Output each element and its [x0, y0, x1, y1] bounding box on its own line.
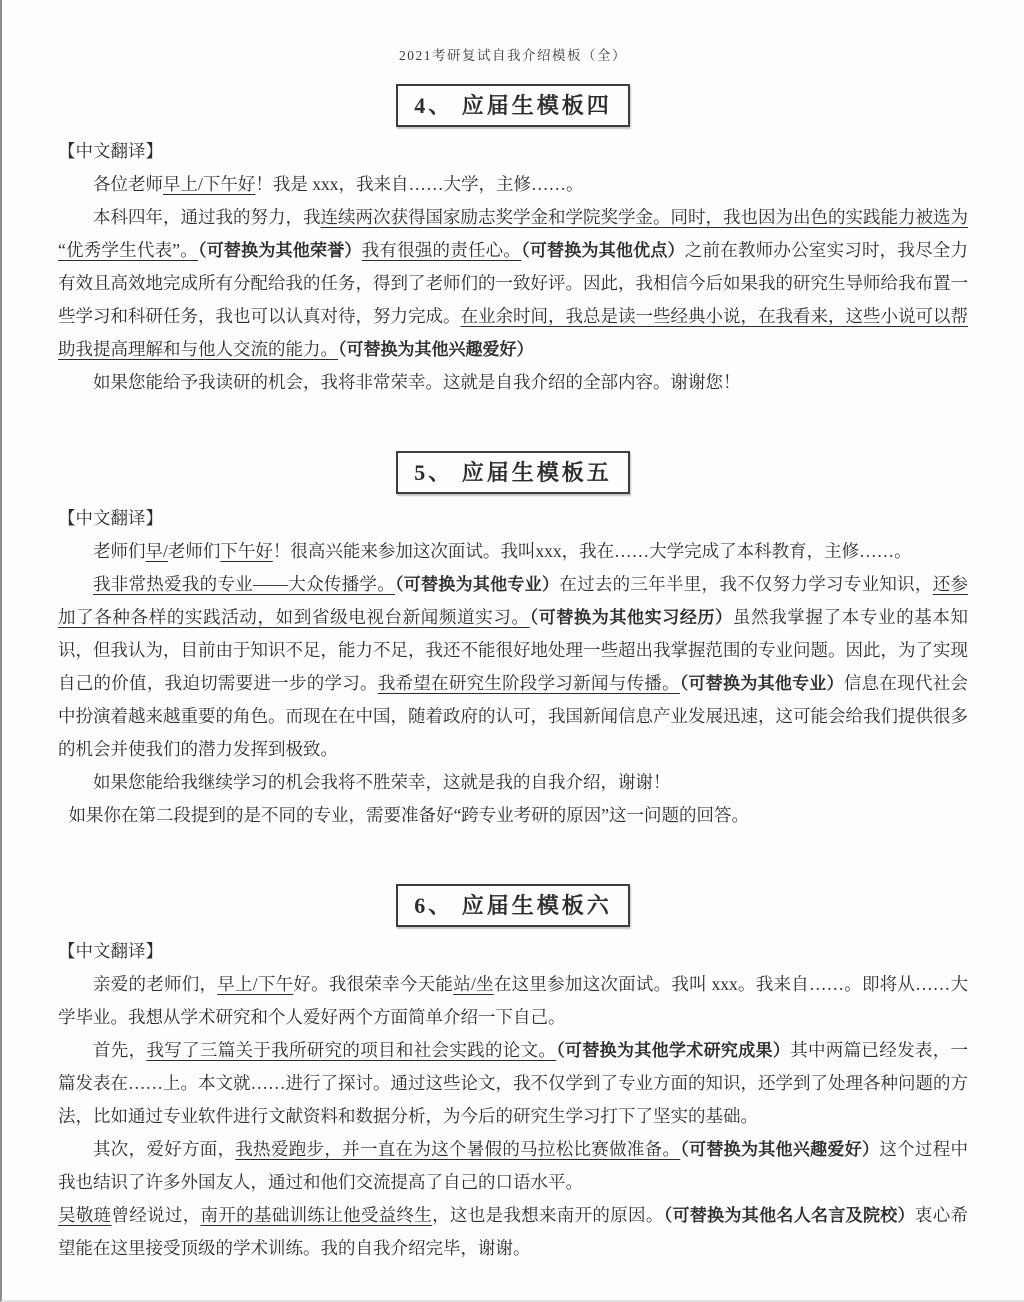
text-run: 我希望在研究生阶段学习新闻与传播。: [377, 673, 680, 693]
text-run: 信息在现代社会中扮演着越来越重要的角色。而现在在中国，随着政府的认可，我国新闻信息产业发展迅速，这可能会给我们提供很多的机会并使我们的潜力发挥到极致。: [58, 673, 969, 759]
text-run: 在这里参加这次面试。我叫 xxx。我来自……。即将从……大学毕业。我想从学术研究和个人爱好两个方面简单介绍一下自己。: [58, 974, 968, 1027]
text-run: （可替换为其他兴趣爱好）: [338, 340, 534, 359]
text-run: 好。我很荣幸今天能: [293, 974, 454, 994]
text-run: 我有很强的责任心。: [361, 240, 522, 260]
text-run: 曾经说过，: [111, 1205, 201, 1225]
paragraph: [58, 366, 968, 399]
paragraph: [58, 535, 968, 568]
text-run: 其中两篇已经发表，一篇发表在……上。本文就……进行了探讨。通过这些论文，我不仅学到了专业方面的知识，还学到了处理各种问题的方法，比如通过专业软件进行文献资料和数据分析，为今后的研究生学习打下了坚实的基础。: [58, 1040, 969, 1126]
section-title-box: 5、 应届生模板五: [396, 451, 630, 494]
text-run: 这个过程中我也结识了许多外国友人，通过和他们交流提高了自己的口语水平。: [58, 1139, 969, 1192]
document-body: [2, 84, 1024, 1265]
text-run: 还参加了各种各样的实践活动，如到省级电视台新闻频道实习。: [58, 574, 968, 627]
text-run: ！我是 xxx，我来自……大学，主修……。: [255, 174, 584, 194]
template-section: [58, 84, 968, 399]
text-run: 如果您能给予我读研的机会，我将非常荣幸。这就是自我介绍的全部内容。谢谢您！: [93, 372, 741, 392]
text-run: 如果你在第二段提到的是不同的专业，需要准备好“跨专业考研的原因”这一问题的回答。: [68, 805, 750, 825]
text-run: 之前在教师办公室实习时，我尽全力有效且高效地完成所有分配给我的任务，得到了老师们的一致好评。因此，我相信今后如果我的研究生导师给我布置一些学习和科研任务，我也可以认真对待，努力完成。: [58, 240, 969, 326]
text-run: 在过去的三年半里，我不仅努力学习专业知识，: [559, 574, 933, 594]
text-run: 连续两次获得国家励志奖学金和学院奖学金。同时，我也因为出色的实践能力被选为“优秀学生代表”。: [58, 207, 968, 260]
text-run: ，这也是我想来南开的原因。: [432, 1205, 664, 1225]
text-run: 在业余时间，我总是读一些经典小说，在我看来，这些小说可以帮助我提高理解和与他人交流的能力。: [58, 306, 968, 359]
text-run: 其次，爱好方面，: [93, 1139, 236, 1159]
page-header-title: 2021考研复试自我介绍模板（全）: [399, 48, 627, 63]
text-run: （可替换为其他优点）: [521, 241, 685, 260]
text-run: 首先，: [93, 1040, 147, 1060]
section-title-box: 4、 应届生模板四: [396, 84, 630, 127]
paragraph: [58, 1133, 968, 1199]
translation-label: 【中文翻译】: [58, 141, 163, 161]
text-run: 如果您能给我继续学习的机会我将不胜荣幸，这就是我的自我介绍，谢谢！: [93, 772, 671, 792]
paragraph: [58, 799, 968, 832]
paragraph: [58, 1199, 968, 1265]
text-run: （可替换为其他兴趣爱好）: [680, 1140, 880, 1159]
translation-label: 【中文翻译】: [58, 508, 163, 528]
text-run: 南开的基础训练让他受益终生: [200, 1205, 433, 1225]
template-section: [58, 884, 968, 1265]
template-section: [58, 451, 968, 832]
text-run: 本科四年，通过我的努力，我: [93, 207, 321, 227]
text-run: 我非常热爱我的专业——大众传播学。: [93, 574, 395, 594]
section-title-box-wrap: [58, 84, 968, 127]
sections: [58, 84, 968, 1265]
text-run: 吴敬琏: [58, 1205, 112, 1225]
paragraph: [58, 201, 968, 366]
paragraph: [58, 568, 968, 766]
text-run: 虽然我掌握了本专业的基本知识，但我认为，目前由于知识不足，能力不足，我还不能很好地处理一些超出我掌握范围的专业问题。因此，为了实现自己的价值，我迫切需要进一步的学习。: [58, 607, 969, 693]
text-run: （可替换为其他学术研究成果）: [556, 1041, 791, 1060]
text-run: 早/: [145, 541, 168, 561]
paragraph: [58, 968, 968, 1034]
text-run: ！很高兴能来参加这次面试。我叫xxx，我在……大学完成了本科教育，主修……。: [272, 541, 912, 561]
text-run: 早上/下午: [217, 974, 294, 994]
text-run: 各位老师: [93, 174, 163, 194]
text-run: 我写了三篇关于我所研究的项目和社会实践的论文。: [146, 1040, 557, 1060]
text-run: （可替换为其他名人名言及院校）: [663, 1206, 915, 1225]
section-title-box-wrap: [58, 451, 968, 494]
text-run: （可替换为其他荣誉）: [197, 241, 362, 260]
text-run: （可替换为其他实习经历）: [529, 608, 733, 627]
text-run: 老师们: [93, 541, 146, 561]
text-run: 我热爱跑步，并一直在为这个暑假的马拉松比赛做准备。: [235, 1139, 681, 1159]
text-run: 衷心希望能在这里接受顶级的学术训练。我的自我介绍完毕，谢谢。: [58, 1205, 969, 1258]
section-title-box: 6、 应届生模板六: [396, 884, 630, 927]
paragraph: [58, 766, 968, 799]
text-run: 早上/下午好: [163, 174, 256, 194]
text-run: 下午好: [220, 541, 273, 561]
paragraph: [58, 1034, 968, 1133]
paragraph: [58, 168, 968, 201]
text-run: 亲爱的老师们，: [93, 974, 218, 994]
text-run: （可替换为其他专业）: [679, 674, 844, 693]
text-run: 站/坐: [453, 974, 494, 994]
text-run: 老师们: [167, 541, 221, 561]
text-run: （可替换为其他专业）: [395, 575, 560, 594]
section-title-box-wrap: [58, 884, 968, 927]
translation-label: 【中文翻译】: [58, 941, 163, 961]
